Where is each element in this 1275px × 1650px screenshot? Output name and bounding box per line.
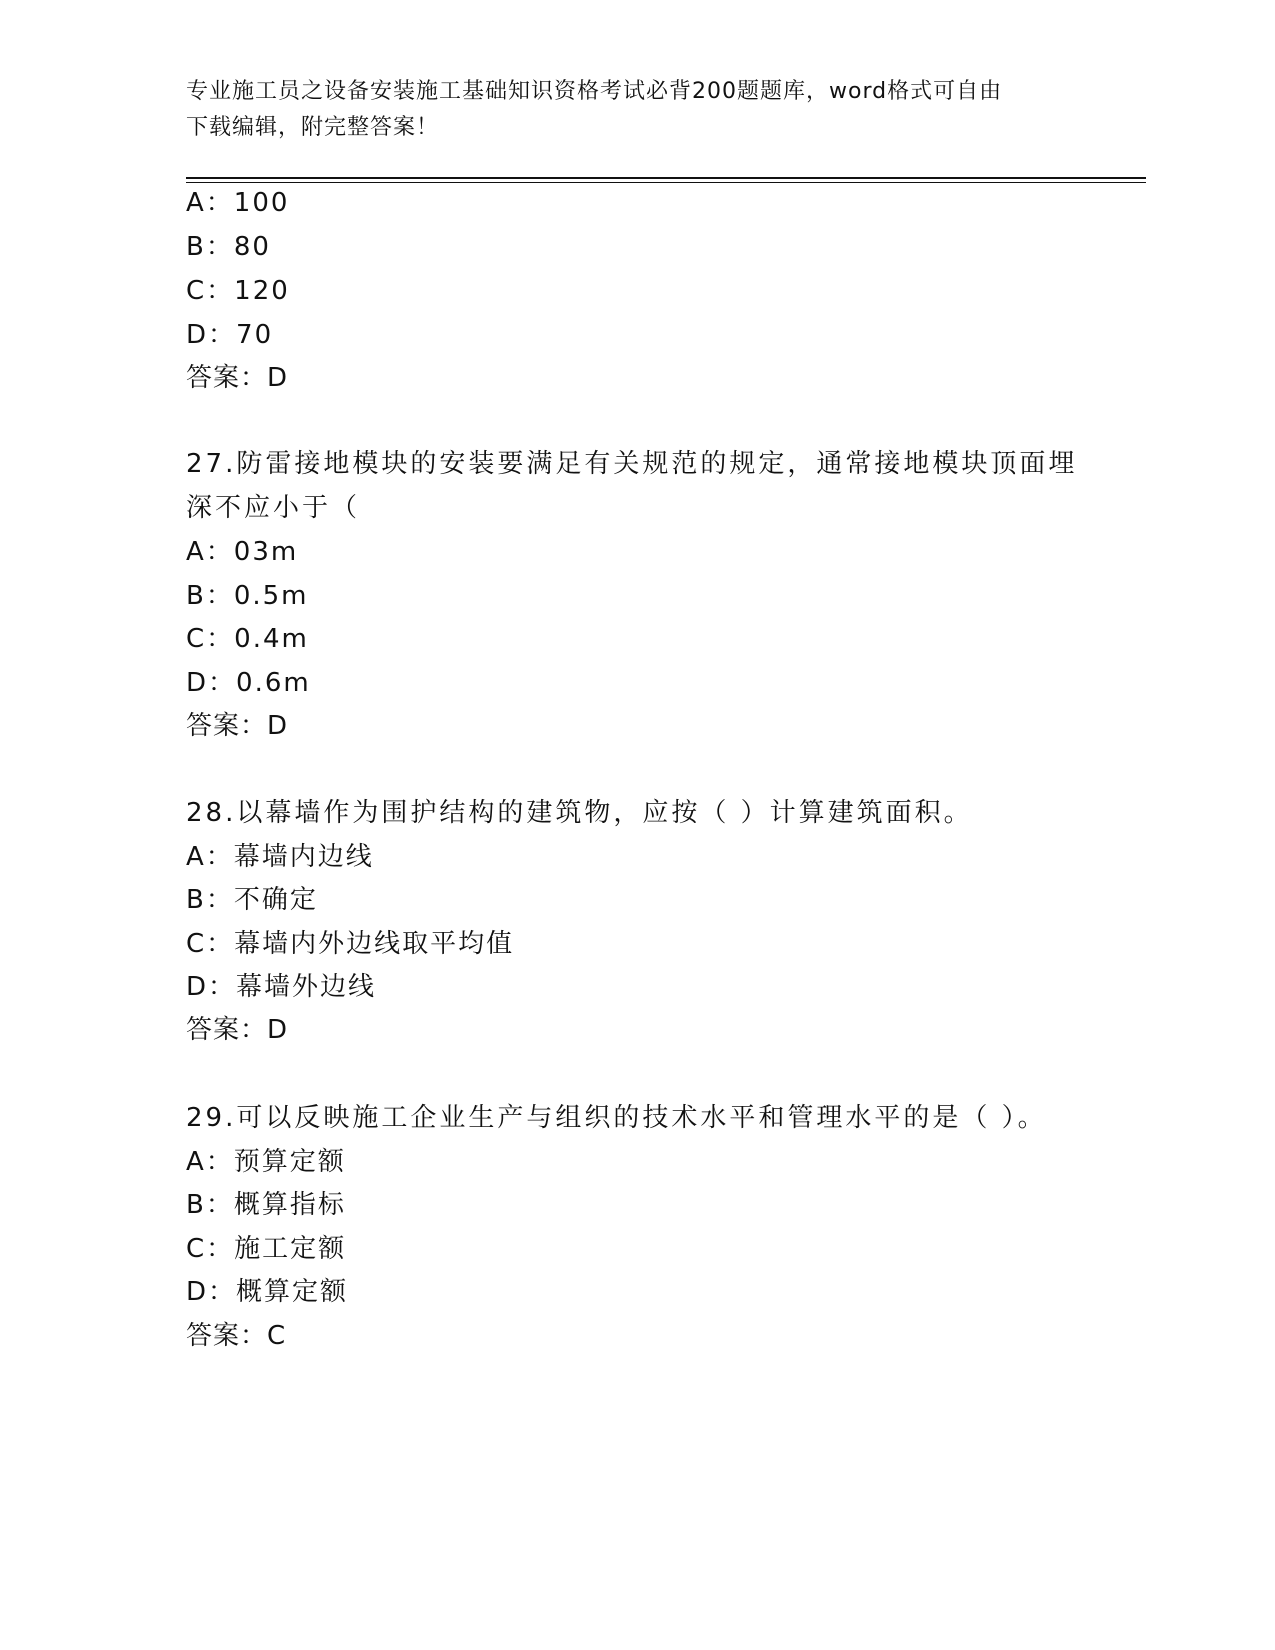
q26-option-d: D：70 (186, 320, 274, 350)
q28-option-b: B：不确定 (186, 885, 318, 915)
q29-answer: 答案：C (186, 1321, 287, 1351)
q26-option-a: A：100 (186, 188, 290, 218)
document-header (186, 74, 1066, 146)
header-line-2: 下载编辑，附完整答案！ (186, 115, 440, 140)
q29-option-d: D：概算定额 (186, 1277, 349, 1307)
q29-option-b: B：概算指标 (186, 1190, 346, 1220)
header-divider-thick (186, 177, 1146, 179)
q27-option-c: C：0.4m (186, 624, 309, 654)
q28-option-c: C：幕墙内外边线取平均值 (186, 929, 515, 959)
q27-option-b: B：0.5m (186, 581, 309, 611)
header-line-1: 专业施工员之设备安装施工基础知识资格考试必背200题题库，word格式可自由 (186, 79, 1003, 104)
q28-answer: 答案：D (186, 1015, 289, 1045)
q28-option-d: D：幕墙外边线 (186, 972, 377, 1002)
header-divider-thin (186, 182, 1146, 183)
q26-option-b: B：80 (186, 232, 271, 262)
q28-option-a: A：幕墙内边线 (186, 842, 374, 872)
q29-option-a: A：预算定额 (186, 1147, 346, 1177)
q27-option-d: D：0.6m (186, 668, 311, 698)
q26-option-c: C：120 (186, 276, 290, 306)
q27-question-line-2: 深不应小于（ (186, 493, 361, 523)
q29-question: 29.可以反映施工企业生产与组织的技术水平和管理水平的是（ ）。 (186, 1103, 1047, 1133)
q29-option-c: C：施工定额 (186, 1234, 347, 1264)
q28-question: 28.以幕墙作为围护结构的建筑物，应按（ ）计算建筑面积。 (186, 798, 973, 828)
q27-answer: 答案：D (186, 711, 289, 741)
q26-answer: 答案：D (186, 363, 289, 393)
q27-question-line-1: 27.防雷接地模块的安装要满足有关规范的规定，通常接地模块顶面埋 (186, 449, 1078, 479)
q27-option-a: A：03m (186, 537, 299, 567)
